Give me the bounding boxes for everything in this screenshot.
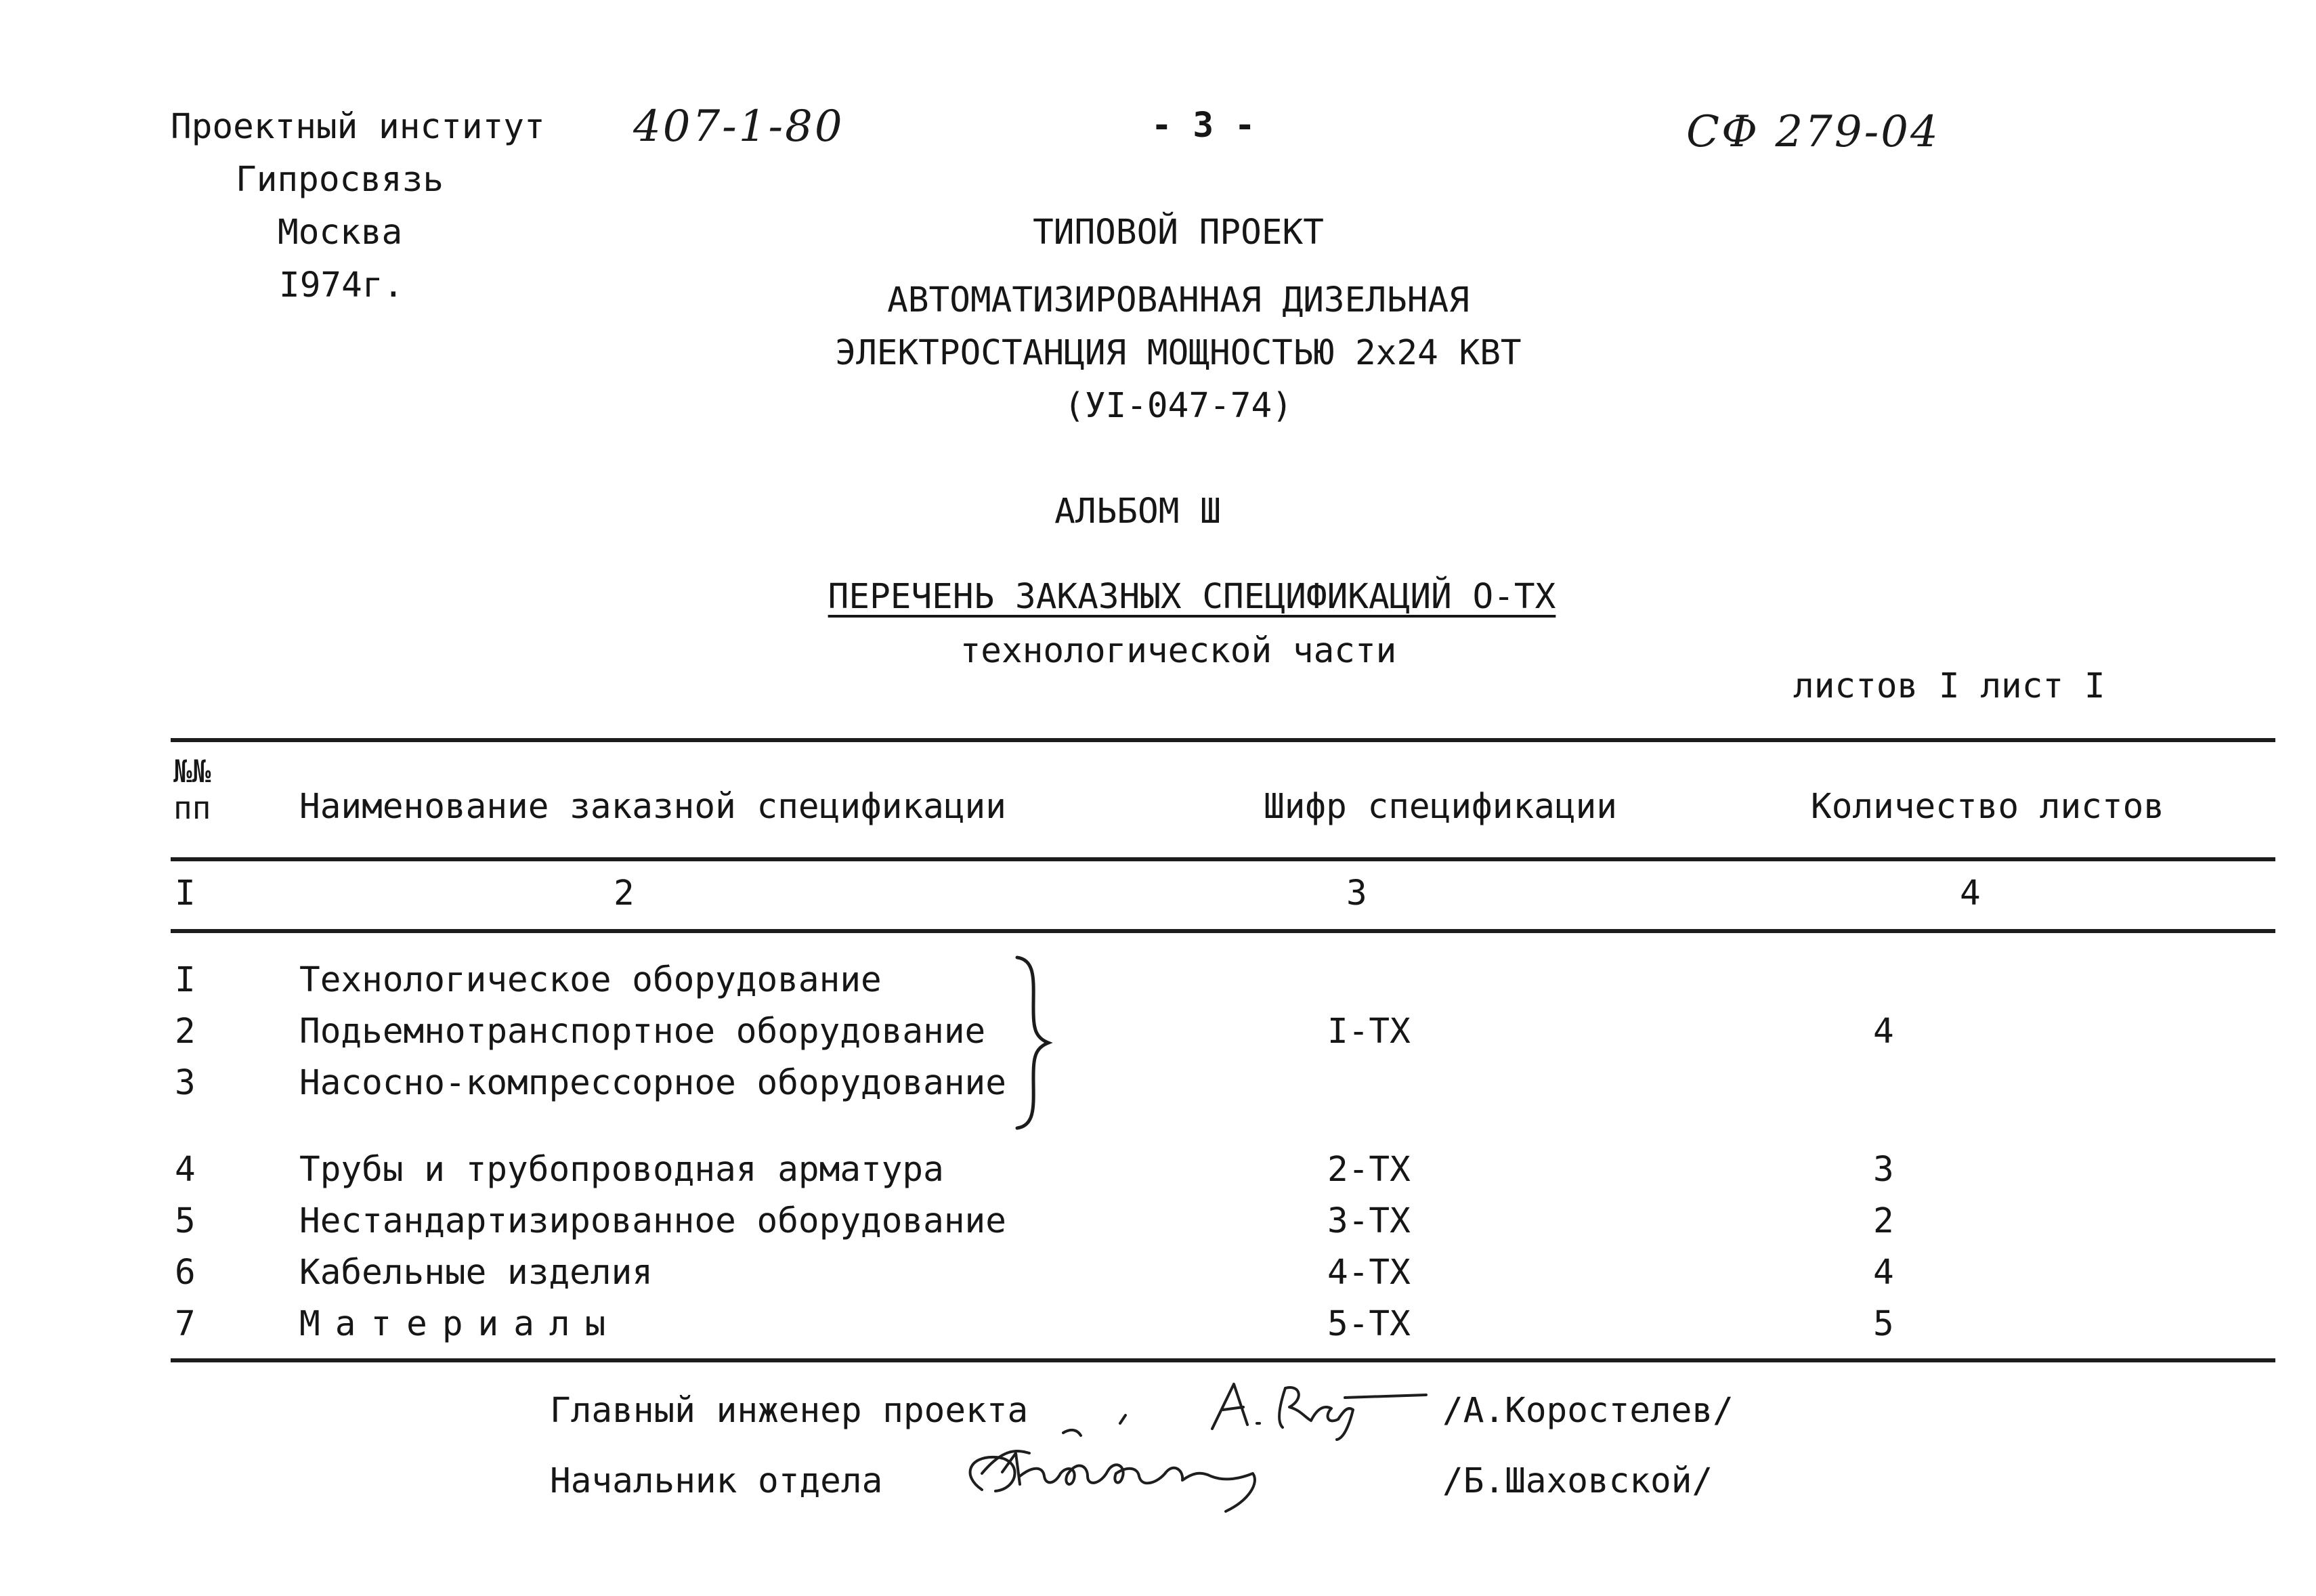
row-4-name: Трубы и трубопроводная арматура	[299, 1150, 944, 1190]
sheet-count: листов I лист I	[1793, 666, 2105, 706]
institute-year: I974г.	[279, 265, 404, 305]
group-brace	[1010, 955, 1065, 1131]
table-top-rule	[171, 738, 2275, 742]
row-2-code: I-ТХ	[1327, 1012, 1411, 1052]
row-6-count: 4	[1873, 1253, 1894, 1293]
row-3-number: 3	[175, 1063, 196, 1103]
column-number-3: 3	[1346, 874, 1367, 913]
column-numbers-rule	[171, 929, 2275, 933]
head-of-department-name: /Б.Шаховской/	[1442, 1461, 1713, 1501]
project-title-line-1: АВТОМАТИЗИРОВАННАЯ ДИЗЕЛЬНАЯ	[887, 280, 1470, 320]
row-6-name: Кабельные изделия	[299, 1253, 653, 1293]
chief-engineer-name: /А.Коростелев/	[1442, 1391, 1734, 1431]
document-number: 407-1-80	[633, 102, 844, 152]
row-7-code: 5-ТХ	[1327, 1304, 1411, 1344]
row-1-number: I	[175, 960, 196, 1000]
institute-name: Проектный институт	[171, 107, 545, 147]
row-5-count: 2	[1873, 1201, 1894, 1241]
album-label: АЛЬБОМ Ш	[1054, 492, 1221, 532]
row-7-name: Материалы	[299, 1304, 621, 1344]
header-spec-code: Шифр спецификации	[1264, 787, 1617, 827]
header-number-abbrev: пп	[173, 790, 211, 826]
column-number-1: I	[175, 874, 196, 913]
row-4-number: 4	[175, 1150, 196, 1190]
row-5-code: 3-ТХ	[1327, 1201, 1411, 1241]
row-2-number: 2	[175, 1012, 196, 1052]
row-7-count: 5	[1873, 1304, 1894, 1344]
table-bottom-rule	[171, 1358, 2275, 1362]
head-of-department-signature	[955, 1408, 1307, 1517]
row-7-number: 7	[175, 1304, 196, 1344]
row-3-name: Насосно-компрессорное оборудование	[299, 1063, 1006, 1103]
row-4-count: 3	[1873, 1150, 1894, 1190]
row-5-name: Нестандартизированное оборудование	[299, 1201, 1006, 1241]
header-number-symbol: №№	[173, 753, 211, 790]
page-number: - 3 -	[1151, 106, 1256, 146]
chief-engineer-title: Главный инженер проекта	[550, 1391, 1029, 1431]
institute-org: Гипросвязь	[236, 160, 444, 200]
row-2-name: Подьемнотранспортное оборудование	[299, 1012, 986, 1052]
project-code: (УI-047-74)	[1064, 386, 1293, 426]
header-number	[173, 753, 211, 826]
project-type: ТИПОВОЙ ПРОЕКТ	[1033, 213, 1324, 253]
archive-code: СФ 279-04	[1686, 107, 1940, 157]
list-subtitle: технологической части	[960, 631, 1397, 671]
column-number-2: 2	[614, 874, 635, 913]
row-6-number: 6	[175, 1253, 196, 1293]
row-6-code: 4-ТХ	[1327, 1253, 1411, 1293]
header-spec-name: Наименование заказной спецификации	[299, 787, 1006, 827]
head-of-department-title: Начальник отдела	[550, 1461, 883, 1501]
header-rule	[171, 857, 2275, 861]
column-number-4: 4	[1960, 874, 1981, 913]
list-title: ПЕРЕЧЕНЬ ЗАКАЗНЫХ СПЕЦИФИКАЦИЙ О-ТХ	[828, 577, 1556, 617]
header-sheet-count: Количество листов	[1811, 787, 2164, 827]
row-5-number: 5	[175, 1201, 196, 1241]
project-title-line-2: ЭЛЕКТРОСТАНЦИЯ МОЩНОСТЬЮ 2х24 КВТ	[835, 333, 1522, 373]
institute-city: Москва	[278, 213, 403, 253]
row-1-name: Технологическое оборудование	[299, 960, 882, 1000]
row-4-code: 2-ТХ	[1327, 1150, 1411, 1190]
row-2-count: 4	[1873, 1012, 1894, 1052]
